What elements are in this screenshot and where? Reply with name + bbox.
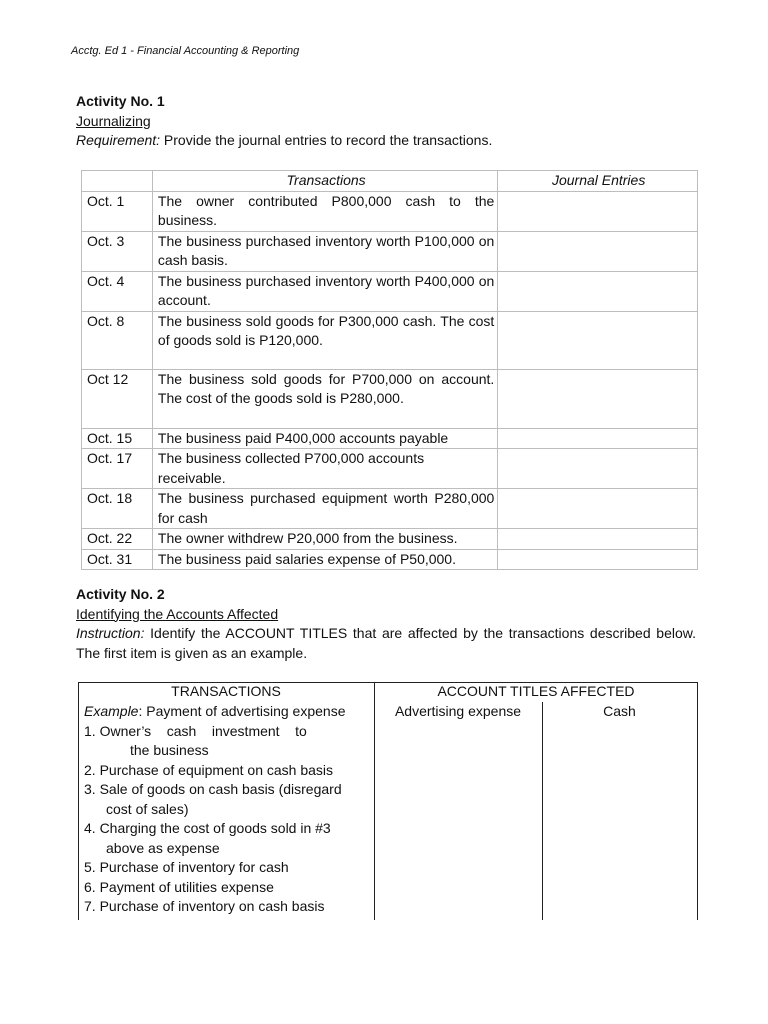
example-account-debit: Advertising expense — [394, 703, 522, 719]
account-titles-header: ACCOUNT TITLES AFFECTED — [437, 683, 635, 699]
table-row — [82, 231, 698, 271]
row-date: Oct. 3 — [82, 231, 153, 271]
accounts-divider — [542, 702, 543, 920]
date-header-cell — [82, 171, 153, 192]
example-label: Example — [84, 703, 139, 719]
list-item: 4. Charging the cost of goods sold in #3 — [84, 820, 331, 836]
row-date: Oct. 15 — [82, 428, 153, 449]
list-item: 6. Payment of utilities expense — [84, 878, 274, 895]
activity2-title: Activity No. 2 — [76, 586, 165, 602]
table-row — [82, 191, 698, 231]
requirement-label: Requirement: — [76, 132, 161, 148]
table-row — [82, 311, 698, 369]
list-item: 5. Purchase of inventory for cash — [84, 859, 289, 875]
row-journal-entry[interactable] — [498, 428, 698, 449]
left-border — [78, 682, 79, 920]
row-date: Oct. 4 — [82, 271, 153, 311]
row-transaction: The business collected P700,000 accounts receivable. — [152, 449, 497, 489]
row-transaction: The owner withdrew P20,000 from the business. — [152, 529, 497, 550]
row-journal-entry[interactable] — [498, 529, 698, 550]
row-journal-entry[interactable] — [498, 489, 698, 529]
row-journal-entry[interactable] — [498, 231, 698, 271]
activity2-instruction — [76, 624, 696, 663]
row-date: Oct. 18 — [82, 489, 153, 529]
row-date: Oct. 8 — [82, 311, 153, 369]
activity1-subtitle: Journalizing — [76, 112, 151, 129]
row-journal-entry[interactable] — [498, 191, 698, 231]
list-item-continuation: above as expense — [106, 839, 220, 856]
activity1-requirement — [76, 131, 492, 151]
row-date: Oct. 31 — [82, 549, 153, 570]
requirement-text: Provide the journal entries to record the transactions. — [160, 132, 493, 148]
activity2-subtitle: Identifying the Accounts Affected — [76, 605, 279, 622]
list-item: 3. Sale of goods on cash basis (disregard — [84, 781, 342, 797]
instruction-text: Identify the ACCOUNT TITLES that are affected by the transactions described below. The first item is given as an example. — [76, 625, 696, 661]
row-transaction: The business sold goods for P700,000 on account. The cost of the goods sold is P280,000. — [152, 369, 497, 428]
row-date: Oct 12 — [82, 369, 153, 428]
row-transaction: The business paid salaries expense of P50,000. — [152, 549, 497, 570]
table-row — [82, 549, 698, 570]
row-transaction: The business paid P400,000 accounts payable — [152, 428, 497, 449]
row-transaction: The business purchased inventory worth P100,000 on cash basis. — [152, 231, 497, 271]
row-journal-entry[interactable] — [498, 271, 698, 311]
row-journal-entry[interactable] — [498, 369, 698, 428]
table-row — [82, 449, 698, 489]
list-item-continuation: the business — [130, 742, 209, 758]
row-transaction: The business sold goods for P300,000 cash. The cost of goods sold is P120,000. — [152, 311, 497, 369]
row-date: Oct. 22 — [82, 529, 153, 550]
list-item — [84, 702, 374, 722]
list-item: 2. Purchase of equipment on cash basis — [84, 761, 334, 778]
activity2-section — [76, 585, 696, 663]
row-transaction: The business purchased inventory worth P400,000 on account. — [152, 271, 497, 311]
transactions-header: Transactions — [152, 171, 497, 192]
journal-entries-header: Journal Entries — [498, 171, 698, 192]
table-row — [82, 369, 698, 428]
row-transaction: The business purchased equipment worth P280,000 for cash — [152, 489, 497, 529]
list-item: 7. Purchase of inventory on cash basis — [84, 898, 325, 914]
row-journal-entry[interactable] — [498, 549, 698, 570]
row-date: Oct. 1 — [82, 191, 153, 231]
table-row — [82, 428, 698, 449]
table-header-row — [82, 171, 698, 192]
journal-table — [81, 170, 698, 570]
row-date: Oct. 17 — [82, 449, 153, 489]
accounts-table — [78, 682, 698, 920]
list-item-continuation: cost of sales) — [106, 800, 189, 817]
document-header: Acctg. Ed 1 - Financial Accounting & Reporting — [71, 45, 300, 57]
example-text: : Payment of advertising expense — [138, 703, 346, 719]
transactions-list — [84, 702, 374, 917]
instruction-label: Instruction: — [76, 625, 145, 641]
right-border — [697, 682, 698, 920]
table-row — [82, 271, 698, 311]
table-row — [82, 489, 698, 529]
row-journal-entry[interactable] — [498, 311, 698, 369]
activity1-section — [76, 92, 492, 151]
activity1-title: Activity No. 1 — [76, 93, 165, 109]
list-item: 1. Owner’s cash investment to — [84, 722, 307, 739]
table-row — [82, 529, 698, 550]
transactions-header: TRANSACTIONS — [171, 683, 281, 699]
example-account-credit: Cash — [603, 703, 636, 719]
row-journal-entry[interactable] — [498, 449, 698, 489]
row-transaction: The owner contributed P800,000 cash to the business. — [152, 191, 497, 231]
